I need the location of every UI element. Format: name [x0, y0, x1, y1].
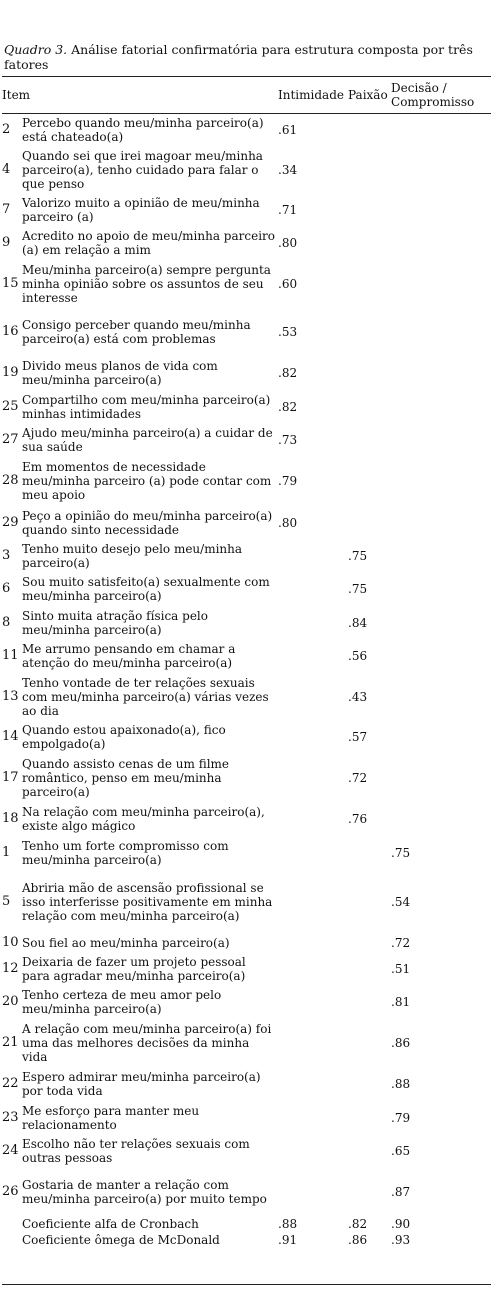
decisao-value [391, 606, 491, 639]
item-text: Me arrumo pensando em chamar a atenção do meu/minha parceiro(a) [22, 642, 236, 670]
intimidade-coefficient: .91 [278, 1233, 298, 1247]
item-text: Consigo perceber quando meu/minha parceiro(a) está com problemas [22, 318, 251, 346]
table-row [2, 934, 491, 952]
table-caption [4, 42, 492, 72]
item-text: Tenho um forte compromisso com meu/minha parceiro(a) [22, 839, 229, 867]
item-number: 19 [2, 365, 19, 380]
paixao-value [348, 308, 391, 356]
item-text: Na relação com meu/minha parceiro(a), existe algo mágico [22, 805, 265, 833]
table-body [2, 113, 491, 1248]
table-row [2, 226, 491, 259]
decisao-value [391, 572, 491, 606]
paixao-value: .43 [348, 690, 368, 704]
item-number: 6 [2, 581, 11, 596]
table-row [2, 308, 491, 356]
decisao-value [391, 802, 491, 836]
intimidade-value [278, 572, 348, 606]
decisao-value [391, 673, 491, 721]
header-item: Item [2, 88, 31, 102]
intimidade-value: .73 [278, 432, 298, 447]
intimidade-value [278, 952, 348, 985]
intimidade-value [278, 639, 348, 673]
item-number: 9 [2, 234, 11, 250]
intimidade-value [278, 753, 348, 802]
item-number: 8 [2, 614, 11, 630]
paixao-value [348, 506, 391, 539]
intimidade-value: .79 [278, 474, 298, 488]
decisao-value [391, 194, 491, 226]
intimidade-value: .53 [278, 325, 298, 339]
paixao-value [348, 226, 391, 259]
table-row [2, 985, 491, 1018]
table-row [2, 356, 491, 390]
item-text: Sinto muita atração física pelo meu/minha parceiro(a) [22, 608, 208, 637]
decisao-value: .86 [391, 1035, 411, 1050]
coefficient-spacer [2, 1216, 22, 1232]
table-row [2, 802, 491, 836]
item-number: 16 [2, 324, 19, 339]
intimidade-value: .71 [278, 203, 298, 217]
bottom-rule [2, 1284, 491, 1285]
item-text: Divido meus planos de vida com meu/minha parceiro(a) [22, 359, 218, 387]
paixao-coefficient: .86 [348, 1233, 368, 1247]
decisao-value [391, 146, 491, 194]
item-text: Tenho muito desejo pelo meu/minha parceiro(a) [22, 541, 243, 570]
intimidade-value [278, 721, 348, 753]
decisao-value: .88 [391, 1077, 411, 1091]
intimidade-value: .82 [278, 366, 298, 380]
intimidade-value: .80 [278, 515, 298, 530]
decisao-value: .72 [391, 936, 411, 950]
paixao-value: .75 [348, 548, 368, 563]
table-row [2, 606, 491, 639]
decisao-value: .54 [391, 895, 411, 909]
item-text: Meu/minha parceiro(a) sempre pergunta minha opinião sobre os assuntos de seu interesse [22, 262, 271, 305]
item-text: Ajudo meu/minha parceiro(a) a cuidar de sua saúde [22, 425, 273, 454]
paixao-value [348, 356, 391, 390]
intimidade-value: .82 [278, 399, 298, 414]
decisao-value: .81 [391, 994, 411, 1009]
decisao-value: .75 [391, 846, 411, 860]
paixao-value: .56 [348, 649, 368, 663]
intimidade-value [278, 539, 348, 572]
paixao-value [348, 456, 391, 506]
item-number: 27 [2, 431, 19, 447]
table-row [2, 572, 491, 606]
table-row [2, 146, 491, 194]
intimidade-value [278, 1018, 348, 1067]
item-text: Quando sei que irei magoar meu/minha parceiro(a), tenho cuidado para falar o que penso [22, 149, 263, 191]
intimidade-value [278, 836, 348, 870]
intimidade-value: .34 [278, 163, 298, 177]
header-row [2, 77, 491, 113]
coefficient-label: Coeficiente alfa de Cronbach [22, 1217, 199, 1231]
intimidade-value [278, 1134, 348, 1168]
item-text: Sou fiel ao meu/minha parceiro(a) [22, 936, 230, 950]
paixao-value [348, 194, 391, 226]
intimidade-value: .80 [278, 235, 298, 250]
table-row [2, 836, 491, 870]
table-row [2, 390, 491, 423]
intimidade-value [278, 985, 348, 1018]
item-number: 11 [2, 648, 19, 663]
decisao-value: .79 [391, 1110, 411, 1125]
item-number: 17 [2, 769, 19, 785]
item-text: Quando assisto cenas de um filme romântico, penso em meu/minha parceiro(a) [22, 756, 230, 799]
intimidade-value [278, 673, 348, 721]
paixao-value [348, 985, 391, 1018]
decisao-value [391, 259, 491, 308]
intimidade-value [278, 934, 348, 952]
item-number: 14 [2, 729, 19, 744]
paixao-value [348, 1018, 391, 1067]
table-row [2, 673, 491, 721]
paixao-value: .72 [348, 770, 368, 785]
intimidade-value [278, 802, 348, 836]
table-row [2, 539, 491, 572]
decisao-value: .65 [391, 1144, 411, 1158]
decisao-value [391, 506, 491, 539]
item-text: Quando estou apaixonado(a), fico empolgado(a) [22, 723, 226, 751]
decisao-value [391, 423, 491, 456]
item-number: 25 [2, 398, 19, 414]
item-number: 13 [2, 689, 19, 704]
item-text: Me esforço para manter meu relacionamento [22, 1103, 200, 1132]
intimidade-value [278, 606, 348, 639]
item-number: 20 [2, 993, 19, 1009]
paixao-value: .84 [348, 615, 368, 630]
item-text: Acredito no apoio de meu/minha parceiro (a) em relação a mim [22, 228, 275, 257]
paixao-value [348, 1134, 391, 1168]
item-number: 3 [2, 547, 11, 563]
table-row [2, 753, 491, 802]
table-row [2, 194, 491, 226]
item-number: 29 [2, 514, 19, 530]
table-row [2, 259, 491, 308]
paixao-value [348, 259, 391, 308]
coefficient-label: Coeficiente ômega de McDonald [22, 1233, 220, 1247]
item-number: 24 [2, 1143, 19, 1158]
decisao-value: .87 [391, 1185, 411, 1199]
intimidade-coefficient: .88 [278, 1217, 298, 1231]
item-text: Escolho não ter relações sexuais com outras pessoas [22, 1137, 250, 1165]
item-number: 1 [2, 845, 11, 860]
intimidade-value [278, 1168, 348, 1216]
header-rule [2, 113, 491, 114]
decisao-value [391, 226, 491, 259]
item-text: Sou muito satisfeito(a) sexualmente com meu/minha parceiro(a) [22, 575, 270, 603]
intimidade-value [278, 1101, 348, 1134]
decisao-value [391, 456, 491, 506]
table-row [2, 639, 491, 673]
item-text: Gostaria de manter a relação com meu/minha parceiro(a) por muito tempo [22, 1178, 267, 1206]
table-row [2, 456, 491, 506]
paixao-value: .57 [348, 730, 368, 744]
item-number: 23 [2, 1109, 19, 1125]
coefficient-row [2, 1216, 491, 1232]
item-number: 7 [2, 202, 11, 217]
paixao-value [348, 836, 391, 870]
header-paixao: Paixão [348, 88, 388, 102]
intimidade-value: .61 [278, 122, 298, 137]
table-row [2, 1168, 491, 1216]
paixao-value [348, 870, 391, 934]
decisao-value [391, 753, 491, 802]
coefficient-spacer [2, 1232, 22, 1248]
table-row [2, 113, 491, 146]
table-row [2, 506, 491, 539]
table-row [2, 952, 491, 985]
item-number: 10 [2, 935, 19, 950]
item-number: 12 [2, 960, 19, 976]
item-number: 28 [2, 473, 19, 488]
decisao-value [391, 113, 491, 146]
header-decisao-text: Decisão / Compromisso [391, 81, 475, 109]
table-row [2, 870, 491, 934]
table-row [2, 1067, 491, 1101]
decisao-value [391, 539, 491, 572]
paixao-value [348, 1101, 391, 1134]
factor-table [2, 77, 491, 1248]
item-text: Peço a opinião do meu/minha parceiro(a) quando sinto necessidade [22, 508, 273, 537]
table-row [2, 1018, 491, 1067]
intimidade-value [278, 1067, 348, 1101]
table-row [2, 721, 491, 753]
decisao-value [391, 356, 491, 390]
decisao-value [391, 721, 491, 753]
paixao-value [348, 952, 391, 985]
decisao-coefficient: .93 [391, 1233, 411, 1247]
header-decisao [391, 77, 491, 113]
caption-label: Quadro 3. [4, 42, 68, 57]
paixao-value [348, 1067, 391, 1101]
item-text: A relação com meu/minha parceiro(a) foi uma das melhores decisões da minha vida [22, 1021, 272, 1064]
item-text: Tenho certeza de meu amor pelo meu/minha parceiro(a) [22, 987, 222, 1016]
caption-text: Análise fatorial confirmatória para estrutura composta por três fatores [4, 42, 473, 72]
paixao-value [348, 390, 391, 423]
paixao-value [348, 1168, 391, 1216]
paixao-value [348, 146, 391, 194]
paixao-value: .76 [348, 812, 368, 826]
item-number: 21 [2, 1034, 19, 1050]
paixao-value: .75 [348, 582, 368, 596]
item-text: Em momentos de necessidade meu/minha parceiro (a) pode contar com meu apoio [22, 460, 272, 502]
decisao-coefficient: .90 [391, 1217, 411, 1231]
table-row [2, 1101, 491, 1134]
item-text: Deixaria de fazer um projeto pessoal para agradar meu/minha parceiro(a) [22, 954, 246, 983]
table-row [2, 423, 491, 456]
table-row [2, 1134, 491, 1168]
item-number: 4 [2, 162, 11, 177]
paixao-value [348, 423, 391, 456]
item-number: 5 [2, 894, 11, 909]
item-text: Valorizo muito a opinião de meu/minha parceiro (a) [22, 196, 260, 224]
item-text: Percebo quando meu/minha parceiro(a) está chateado(a) [22, 115, 264, 144]
decisao-value: .51 [391, 961, 411, 976]
item-text: Espero admirar meu/minha parceiro(a) por toda vida [22, 1070, 261, 1098]
paixao-value [348, 113, 391, 146]
coefficient-row [2, 1232, 491, 1248]
item-text: Compartilho com meu/minha parceiro(a) minhas intimidades [22, 392, 271, 421]
item-text: Abriria mão de ascensão profissional se isso interferisse positivamente em minha relação com meu/minha parceiro(a) [22, 881, 273, 923]
intimidade-value: .60 [278, 276, 298, 291]
intimidade-value [278, 870, 348, 934]
item-number: 15 [2, 275, 19, 291]
header-intimidade: Intimidade [278, 88, 344, 102]
item-text: Tenho vontade de ter relações sexuais com meu/minha parceiro(a) várias vezes ao dia [22, 676, 269, 718]
item-number: 22 [2, 1076, 19, 1091]
decisao-value [391, 390, 491, 423]
paixao-value [348, 934, 391, 952]
item-number: 26 [2, 1184, 19, 1199]
decisao-value [391, 308, 491, 356]
item-number: 18 [2, 811, 19, 826]
decisao-value [391, 639, 491, 673]
item-number: 2 [2, 121, 11, 137]
paixao-coefficient: .82 [348, 1217, 368, 1231]
